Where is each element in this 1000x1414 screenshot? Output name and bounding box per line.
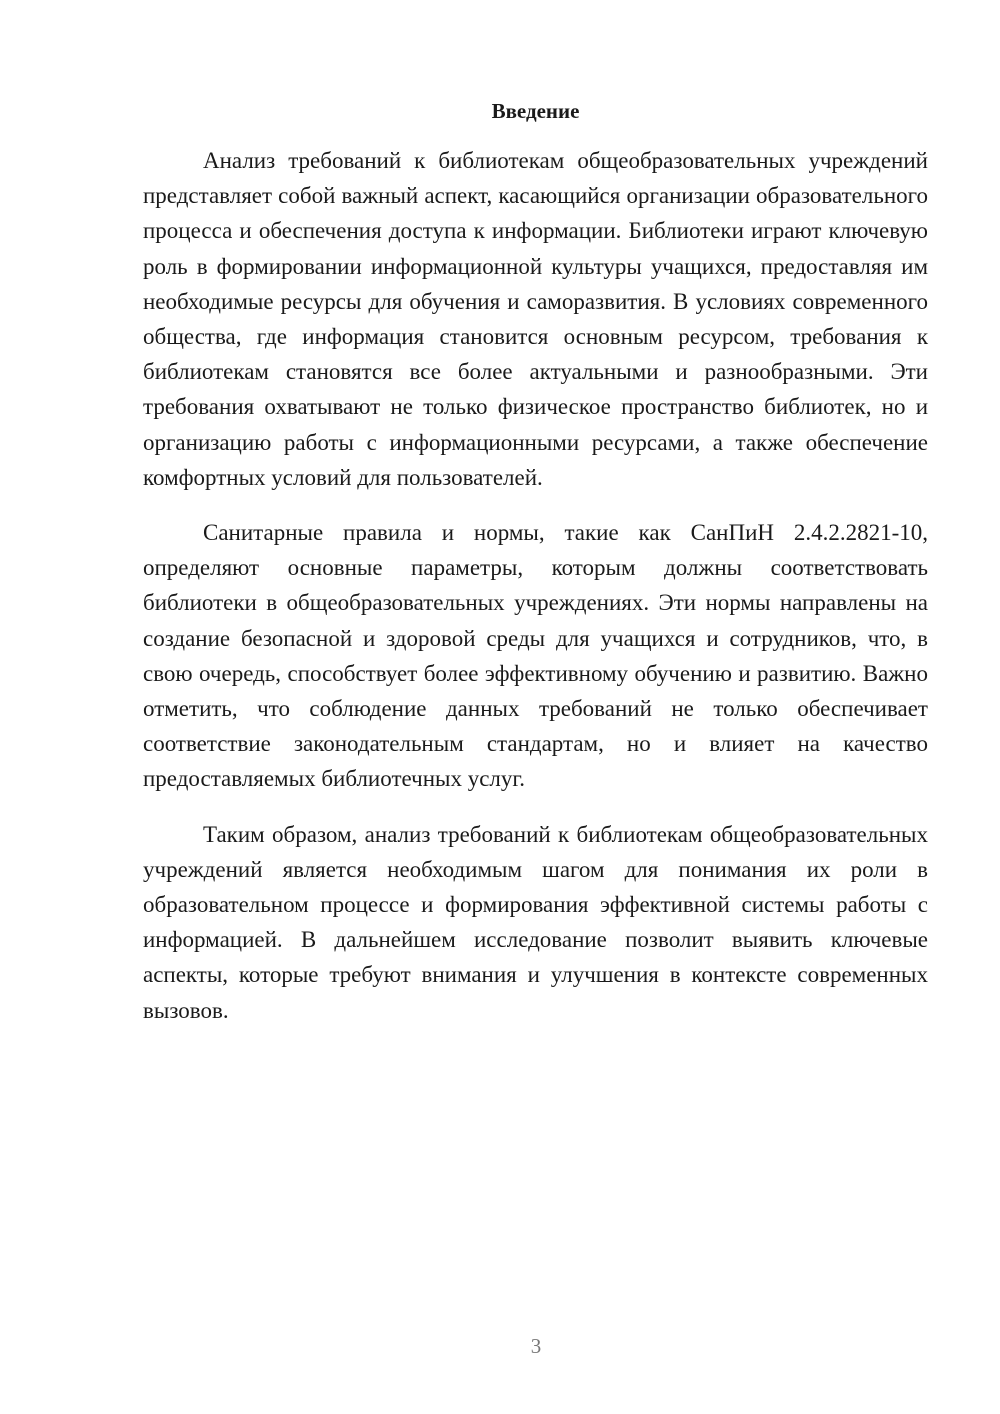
page-title: Введение — [491, 99, 580, 123]
paragraph-1: Анализ требований к библиотекам общеобразовательных учреждений представляет собой важный аспект, касающийся организации образовательного процесса и обеспечения доступа к информации. Библиотеки играют ключевую роль в формировании информационной культуры учащихся, предоставляя им необходимые ресурсы для обучения и саморазвития. В условиях современного общества, где информация становится основным ресурсом, требования к библиотекам становятся все более актуальными и разнообразными. Эти требования охватывают не только физическое пространство библиотек, но и организацию работы с информационными ресурсами, а также обеспечение комфортных условий для пользователей. — [143, 148, 928, 490]
paragraph-3: Таким образом, анализ требований к библиотекам общеобразовательных учреждений является необходимым шагом для понимания их роли в образовательном процессе и формирования эффективной системы работы с информацией. В дальнейшем исследование позволит выявить ключевые аспекты, которые требуют внимания и улучшения в контексте современных вызовов. — [143, 821, 928, 1023]
paragraph-2: Санитарные правила и нормы, такие как СанПиН 2.4.2.2821-10, определяют основные параметры, которым должны соответствовать библиотеки в общеобразовательных учреждениях. Эти нормы направлены на создание безопасной и здоровой среды для учащихся и сотрудников, что, в свою очередь, способствует более эффективному обучению и развитию. Важно отметить, что соблюдение данных требований не только обеспечивает соответствие законодательным стандартам, но и влияет на качество предоставляемых библиотечных услуг. — [143, 520, 928, 792]
document-body — [143, 143, 928, 1048]
page-number: 3 — [530, 1334, 542, 1358]
